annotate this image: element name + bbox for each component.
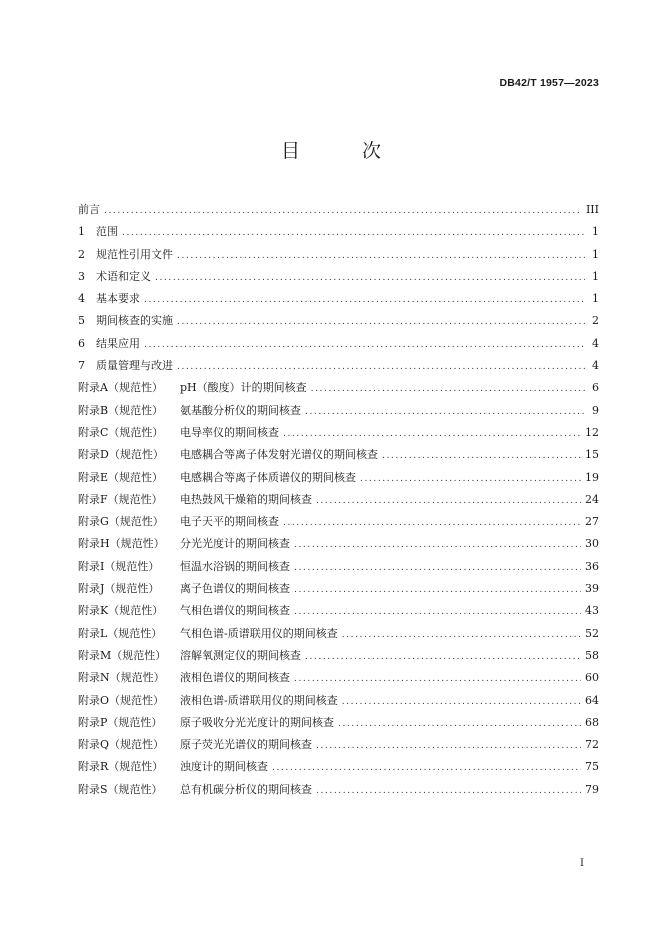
toc-section-number: 6 <box>78 336 85 350</box>
toc-leader-dots <box>272 757 581 779</box>
toc-entry-title: 术语和定义 <box>96 269 151 283</box>
toc-page-number: 12 <box>585 425 599 439</box>
toc-page-number: 4 <box>592 336 599 350</box>
toc-entry[interactable] <box>78 734 599 756</box>
toc-entry-title: 电子天平的期间核查 <box>180 515 279 529</box>
toc-page-number: 39 <box>585 582 599 596</box>
toc-page-number: 1 <box>592 269 599 283</box>
toc-page-number: 19 <box>585 470 599 484</box>
toc-page-number: 1 <box>592 247 599 261</box>
toc-entry-title: 电感耦合等离子体质谱仪的期间核查 <box>180 470 356 484</box>
toc-leader-dots <box>144 334 585 356</box>
page-title: 目 次 <box>280 140 410 162</box>
toc-annex-label: 附录P（规范性） <box>78 715 163 729</box>
toc-entry-title: 分光光度计的期间核查 <box>180 537 290 551</box>
toc-section-number: 4 <box>78 292 85 306</box>
toc-entry-title: 电导率仪的期间核查 <box>180 425 279 439</box>
toc-leader-dots <box>177 356 585 378</box>
toc-entry[interactable] <box>78 690 599 712</box>
toc-annex-label: 附录H（规范性） <box>78 537 165 551</box>
toc-leader-dots <box>294 534 581 556</box>
toc-entry[interactable] <box>78 645 599 667</box>
toc-annex-label: 附录G（规范性） <box>78 515 164 529</box>
toc-annex-label: 附录N（规范性） <box>78 671 165 685</box>
toc-entry[interactable] <box>78 444 599 466</box>
toc-entry[interactable] <box>78 756 599 778</box>
toc-entry[interactable] <box>78 400 599 422</box>
toc-leader-dots <box>294 579 581 601</box>
toc-annex-label: 附录K（规范性） <box>78 604 164 618</box>
toc-entry[interactable] <box>78 288 599 310</box>
toc-leader-dots <box>283 423 581 445</box>
toc-annex-label: 附录F（规范性） <box>78 492 163 506</box>
toc-page-number: 43 <box>585 604 599 618</box>
toc-page-number: 58 <box>585 648 599 662</box>
toc-entry[interactable] <box>78 578 599 600</box>
page-number: I <box>580 858 584 869</box>
toc-entry[interactable] <box>78 221 599 243</box>
toc-annex-label: 附录E（规范性） <box>78 470 164 484</box>
toc-leader-dots <box>122 222 585 244</box>
toc-annex-label: 附录L（规范性） <box>78 626 163 640</box>
toc-annex-label: 附录M（规范性） <box>78 648 167 662</box>
toc-page-number: 9 <box>592 403 599 417</box>
toc-leader-dots <box>294 557 581 579</box>
toc-entry-title: 总有机碳分析仪的期间核查 <box>180 782 312 796</box>
toc-entry[interactable] <box>78 556 599 578</box>
toc-entry-title: 原子吸收分光光度计的期间核查 <box>180 715 334 729</box>
toc-entry-title: 溶解氧测定仪的期间核查 <box>180 648 301 662</box>
toc-leader-dots <box>305 646 581 668</box>
toc-entry-title: 氨基酸分析仪的期间核查 <box>180 403 301 417</box>
toc-entry-title: 气相色谱-质谱联用仪的期间核查 <box>180 626 338 640</box>
toc-leader-dots <box>104 200 582 222</box>
toc-entry-title: 前言 <box>78 203 100 216</box>
toc-entry-title: 浊度计的期间核查 <box>180 760 268 774</box>
toc-annex-label: 附录B（规范性） <box>78 403 164 417</box>
toc-annex-label: 附录J（规范性） <box>78 582 160 596</box>
toc-entry[interactable] <box>78 489 599 511</box>
toc-entry-title: 恒温水浴锅的期间核查 <box>180 559 290 573</box>
toc-section-number: 3 <box>78 269 85 283</box>
toc-page-number: 1 <box>592 225 599 239</box>
toc-entry-title: 液相色谱-质谱联用仪的期间核查 <box>180 693 338 707</box>
toc-page-number: III <box>585 203 599 216</box>
toc-entry-title: 结果应用 <box>96 336 140 350</box>
toc-page-number: 1 <box>592 292 599 306</box>
toc-entry-title: 液相色谱仪的期间核查 <box>180 671 290 685</box>
toc-page-number: 79 <box>585 782 599 796</box>
toc-leader-dots <box>316 490 581 512</box>
toc-leader-dots <box>177 311 585 333</box>
document-code: DB42/T 1957—2023 <box>499 77 599 89</box>
toc-page-number: 27 <box>585 515 599 529</box>
toc-page-number: 60 <box>585 671 599 685</box>
toc-page-number: 4 <box>592 359 599 373</box>
toc-annex-label: 附录I（规范性） <box>78 559 160 573</box>
toc-entry[interactable] <box>78 467 599 489</box>
toc-entry[interactable] <box>78 355 599 377</box>
toc-page-number: 75 <box>585 760 599 774</box>
toc-entry-title: 原子荧光光谱仪的期间核查 <box>180 738 312 752</box>
toc-entry[interactable] <box>78 422 599 444</box>
toc-section-number: 5 <box>78 314 85 328</box>
toc-entry-title: 期间核查的实施 <box>96 314 173 328</box>
toc-entry[interactable] <box>78 779 599 801</box>
toc-annex-label: 附录C（规范性） <box>78 425 164 439</box>
toc-entry-title: 范围 <box>96 225 118 239</box>
toc-entry[interactable] <box>78 600 599 622</box>
toc-entry[interactable] <box>78 667 599 689</box>
toc-entry-title: pH（酸度）计的期间核查 <box>180 381 307 395</box>
toc-entry[interactable] <box>78 333 599 355</box>
toc-leader-dots <box>316 735 581 757</box>
toc-page-number: 36 <box>585 559 599 573</box>
toc-page-number: 30 <box>585 537 599 551</box>
toc-leader-dots <box>338 713 581 735</box>
toc-leader-dots <box>342 691 581 713</box>
toc-entry[interactable] <box>78 266 599 288</box>
toc-leader-dots <box>294 668 581 690</box>
toc-section-number: 1 <box>78 225 85 239</box>
table-of-contents <box>78 199 599 801</box>
toc-entry-title: 基本要求 <box>96 292 140 306</box>
toc-page-number: 64 <box>585 693 599 707</box>
toc-page-number: 72 <box>585 738 599 752</box>
toc-leader-dots <box>382 445 581 467</box>
toc-entry-title: 气相色谱仪的期间核查 <box>180 604 290 618</box>
toc-page-number: 6 <box>592 381 599 395</box>
toc-entry-title: 质量管理与改进 <box>96 359 173 373</box>
toc-section-number: 7 <box>78 359 85 373</box>
toc-leader-dots <box>342 624 581 646</box>
toc-leader-dots <box>316 780 581 802</box>
toc-page-number: 15 <box>585 448 599 462</box>
toc-entry-title: 规范性引用文件 <box>96 247 173 261</box>
toc-entry[interactable] <box>78 511 599 533</box>
toc-leader-dots <box>283 512 581 534</box>
toc-annex-label: 附录O（规范性） <box>78 693 165 707</box>
toc-annex-label: 附录S（规范性） <box>78 782 163 796</box>
toc-leader-dots <box>294 601 581 623</box>
toc-annex-label: 附录Q（规范性） <box>78 738 165 752</box>
toc-page-number: 2 <box>592 314 599 328</box>
toc-page-number: 24 <box>585 492 599 506</box>
toc-entry[interactable] <box>78 244 599 266</box>
toc-entry[interactable] <box>78 623 599 645</box>
toc-leader-dots <box>360 468 581 490</box>
toc-page-number: 52 <box>585 626 599 640</box>
toc-entry[interactable] <box>78 310 599 332</box>
toc-entry[interactable] <box>78 377 599 399</box>
toc-entry[interactable] <box>78 533 599 555</box>
toc-annex-label: 附录A（规范性） <box>78 381 163 395</box>
toc-annex-label: 附录D（规范性） <box>78 448 164 462</box>
toc-leader-dots <box>144 289 585 311</box>
toc-page-number: 68 <box>585 715 599 729</box>
toc-leader-dots <box>305 401 585 423</box>
toc-entry-title: 离子色谱仪的期间核查 <box>180 582 290 596</box>
toc-leader-dots <box>155 267 585 289</box>
toc-section-number: 2 <box>78 247 85 261</box>
toc-leader-dots <box>177 245 585 267</box>
toc-entry[interactable] <box>78 712 599 734</box>
toc-leader-dots <box>311 378 585 400</box>
toc-entry-title: 电热鼓风干燥箱的期间核查 <box>180 492 312 506</box>
toc-entry[interactable] <box>78 199 599 221</box>
toc-entry-title: 电感耦合等离子体发射光谱仪的期间核查 <box>180 448 378 462</box>
toc-annex-label: 附录R（规范性） <box>78 760 164 774</box>
